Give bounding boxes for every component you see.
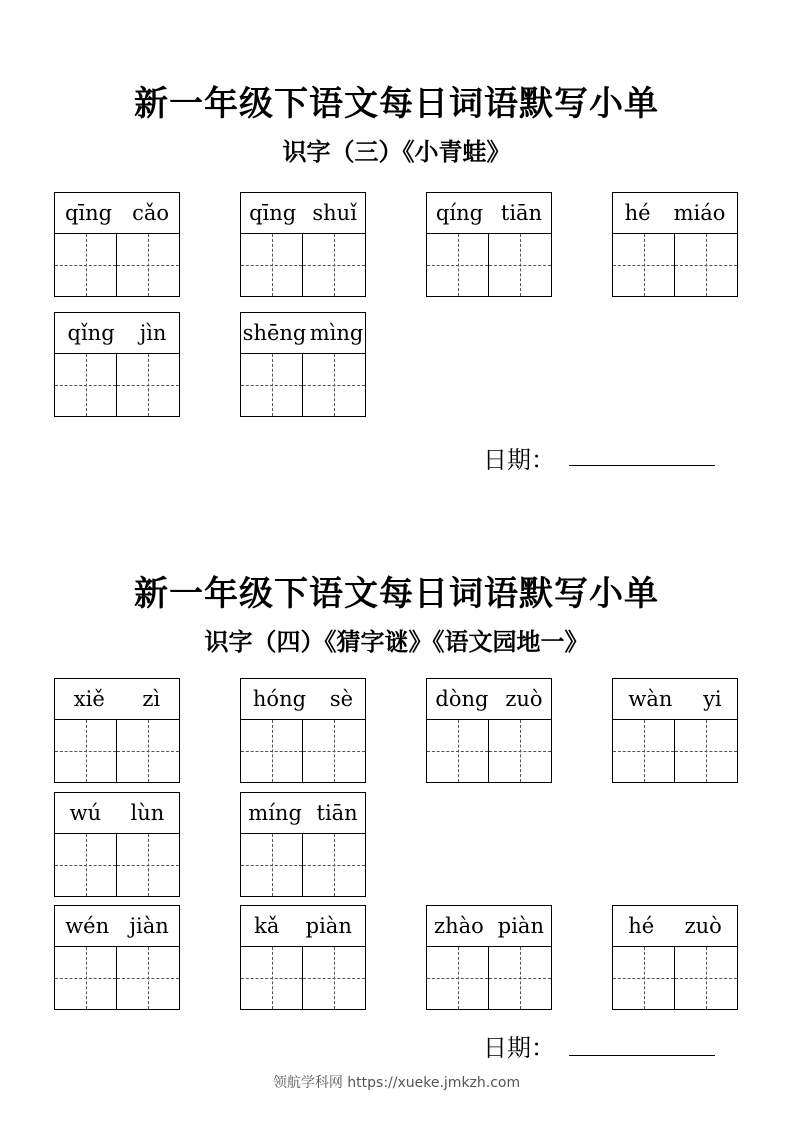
footer-text: 领航学科网 https://xueke.jmkzh.com — [272, 1075, 521, 1091]
pinyin-syllable: tiān — [316, 801, 358, 825]
tianzige-cell[interactable] — [303, 834, 365, 896]
tianzige-cell[interactable] — [55, 720, 117, 782]
pinyin-box — [612, 678, 738, 719]
tianzige-cell[interactable] — [241, 234, 303, 296]
tianzige-cell[interactable] — [303, 354, 365, 416]
tianzige-cell[interactable] — [613, 234, 675, 296]
tianzige-cell[interactable] — [241, 720, 303, 782]
guide-line-horizontal — [489, 751, 551, 752]
tianzige-cell[interactable] — [303, 234, 365, 296]
guide-line-horizontal — [675, 751, 737, 752]
pinyin-syllable: zì — [142, 687, 161, 711]
guide-line-horizontal — [613, 265, 674, 266]
tianzige-cell[interactable] — [675, 720, 737, 782]
writing-grid — [54, 719, 180, 783]
date-label-1: 日期： — [483, 446, 555, 474]
pinyin-syllable: miáo — [673, 201, 726, 225]
writing-grid — [54, 946, 180, 1010]
pinyin-box — [426, 678, 552, 719]
guide-line-horizontal — [55, 865, 116, 866]
pinyin-syllable: shēng — [242, 321, 307, 345]
guide-line-horizontal — [117, 865, 179, 866]
guide-line-horizontal — [303, 385, 365, 386]
word-card — [612, 905, 738, 1011]
pinyin-box — [612, 905, 738, 946]
pinyin-box — [612, 192, 738, 233]
tianzige-cell[interactable] — [303, 947, 365, 1009]
guide-line-horizontal — [303, 978, 365, 979]
tianzige-cell[interactable] — [241, 354, 303, 416]
guide-line-horizontal — [427, 978, 488, 979]
word-card — [612, 192, 738, 298]
pinyin-box — [426, 905, 552, 946]
guide-line-horizontal — [241, 978, 302, 979]
pinyin-syllable: lùn — [130, 801, 165, 825]
pinyin-box — [54, 792, 180, 833]
writing-grid — [240, 946, 366, 1010]
pinyin-box — [54, 312, 180, 353]
writing-grid — [240, 833, 366, 897]
writing-grid — [426, 946, 552, 1010]
guide-line-horizontal — [55, 751, 116, 752]
writing-grid — [612, 946, 738, 1010]
pinyin-box — [240, 678, 366, 719]
guide-line-horizontal — [613, 751, 674, 752]
pinyin-syllable: jìn — [139, 321, 167, 345]
writing-grid — [240, 353, 366, 417]
guide-line-horizontal — [675, 978, 737, 979]
guide-line-horizontal — [117, 751, 179, 752]
word-card — [240, 192, 366, 298]
word-card — [54, 905, 180, 1011]
pinyin-syllable: qīng — [64, 201, 113, 225]
guide-line-horizontal — [55, 385, 116, 386]
guide-line-horizontal — [489, 265, 551, 266]
lesson-subtitle-2: 识字（四）《猜字谜》《语文园地一》 — [204, 628, 589, 656]
tianzige-cell[interactable] — [675, 234, 737, 296]
worksheet-title-2: 新一年级下语文每日词语默写小单 — [134, 574, 659, 614]
pinyin-syllable: hé — [624, 201, 651, 225]
pinyin-syllable: tiān — [500, 201, 543, 225]
tianzige-cell[interactable] — [241, 834, 303, 896]
tianzige-cell[interactable] — [427, 720, 489, 782]
writing-grid — [54, 833, 180, 897]
pinyin-box — [240, 792, 366, 833]
tianzige-cell[interactable] — [675, 947, 737, 1009]
pinyin-syllable: qǐng — [67, 321, 115, 345]
guide-line-horizontal — [55, 265, 116, 266]
pinyin-box — [240, 312, 366, 353]
tianzige-cell[interactable] — [55, 834, 117, 896]
guide-line-horizontal — [303, 751, 365, 752]
word-card — [240, 678, 366, 784]
tianzige-cell[interactable] — [489, 947, 551, 1009]
pinyin-syllable: piàn — [497, 914, 544, 938]
date-blank-2[interactable] — [569, 1055, 715, 1056]
writing-grid — [426, 719, 552, 783]
writing-grid — [426, 233, 552, 297]
writing-grid — [54, 353, 180, 417]
pinyin-syllable: míng — [248, 801, 302, 825]
word-card — [54, 678, 180, 784]
guide-line-horizontal — [117, 978, 179, 979]
pinyin-syllable: qíng — [435, 201, 484, 225]
tianzige-cell[interactable] — [427, 234, 489, 296]
pinyin-syllable: kǎ — [254, 914, 280, 938]
pinyin-syllable: jiàn — [129, 914, 169, 938]
word-card — [426, 678, 552, 784]
date-label-2: 日期： — [483, 1034, 555, 1062]
pinyin-box — [54, 192, 180, 233]
lesson-subtitle-1: 识字（三）《小青蛙》 — [282, 138, 511, 166]
tianzige-cell[interactable] — [55, 947, 117, 1009]
guide-line-horizontal — [427, 751, 488, 752]
pinyin-syllable: zuò — [505, 687, 543, 711]
pinyin-syllable: cǎo — [132, 201, 169, 225]
worksheet-title-1: 新一年级下语文每日词语默写小单 — [134, 84, 659, 124]
writing-grid — [240, 233, 366, 297]
guide-line-horizontal — [117, 385, 179, 386]
writing-grid — [240, 719, 366, 783]
pinyin-syllable: sè — [329, 687, 354, 711]
guide-line-horizontal — [303, 265, 365, 266]
word-card — [240, 312, 366, 418]
pinyin-syllable: qīng — [249, 201, 297, 225]
writing-grid — [612, 233, 738, 297]
tianzige-cell[interactable] — [117, 834, 179, 896]
tianzige-cell[interactable] — [613, 720, 675, 782]
tianzige-cell[interactable] — [117, 720, 179, 782]
tianzige-cell[interactable] — [489, 720, 551, 782]
pinyin-syllable: hóng — [252, 687, 307, 711]
guide-line-horizontal — [427, 265, 488, 266]
pinyin-syllable: zhào — [434, 914, 484, 938]
date-blank-1[interactable] — [569, 465, 715, 466]
pinyin-syllable: wén — [65, 914, 110, 938]
tianzige-cell[interactable] — [489, 234, 551, 296]
pinyin-syllable: piàn — [305, 914, 352, 938]
pinyin-syllable: wàn — [628, 687, 673, 711]
word-card — [612, 678, 738, 784]
guide-line-horizontal — [117, 265, 179, 266]
pinyin-syllable: hé — [628, 914, 655, 938]
word-card — [426, 905, 552, 1011]
guide-line-horizontal — [55, 978, 116, 979]
tianzige-cell[interactable] — [117, 234, 179, 296]
guide-line-horizontal — [675, 265, 737, 266]
pinyin-syllable: dòng — [435, 687, 489, 711]
tianzige-cell[interactable] — [303, 720, 365, 782]
pinyin-box — [240, 905, 366, 946]
word-card — [240, 905, 366, 1011]
guide-line-horizontal — [241, 865, 302, 866]
word-card — [54, 792, 180, 898]
guide-line-horizontal — [613, 978, 674, 979]
tianzige-cell[interactable] — [55, 354, 117, 416]
pinyin-box — [240, 192, 366, 233]
writing-grid — [612, 719, 738, 783]
tianzige-cell[interactable] — [427, 947, 489, 1009]
tianzige-cell[interactable] — [55, 234, 117, 296]
pinyin-syllable: xiě — [73, 687, 105, 711]
tianzige-cell[interactable] — [117, 947, 179, 1009]
guide-line-horizontal — [241, 751, 302, 752]
word-card — [54, 312, 180, 418]
pinyin-syllable: shuǐ — [312, 201, 357, 225]
pinyin-syllable: yi — [703, 687, 722, 711]
pinyin-syllable: mìng — [309, 321, 364, 345]
guide-line-horizontal — [241, 385, 302, 386]
tianzige-cell[interactable] — [241, 947, 303, 1009]
writing-grid — [54, 233, 180, 297]
tianzige-cell[interactable] — [117, 354, 179, 416]
tianzige-cell[interactable] — [613, 947, 675, 1009]
pinyin-box — [54, 678, 180, 719]
pinyin-box — [426, 192, 552, 233]
guide-line-horizontal — [489, 978, 551, 979]
word-card — [240, 792, 366, 898]
pinyin-syllable: zuò — [684, 914, 722, 938]
guide-line-horizontal — [303, 865, 365, 866]
word-card — [54, 192, 180, 298]
pinyin-box — [54, 905, 180, 946]
word-card — [426, 192, 552, 298]
pinyin-syllable: wú — [69, 801, 102, 825]
guide-line-horizontal — [241, 265, 302, 266]
